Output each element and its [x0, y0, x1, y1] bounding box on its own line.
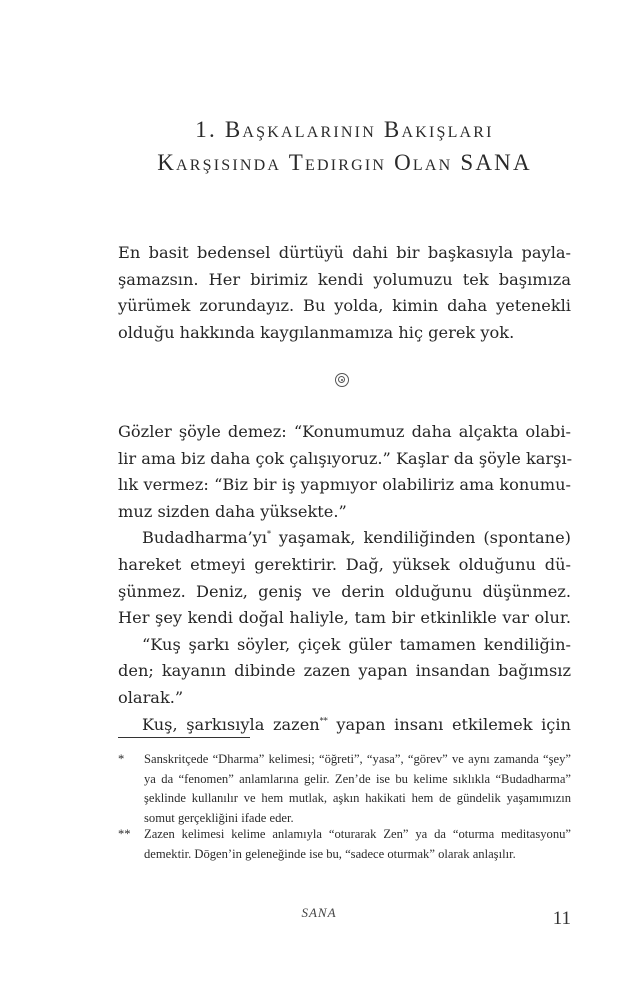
footnote-reference[interactable]: * — [266, 529, 271, 539]
section-ornament-icon — [335, 373, 349, 387]
body-line: hareket etmeyi gerektirir. Dağ, yüksek olduğunu dü- — [118, 554, 571, 574]
body-line: Her şey kendi doğal haliyle, tam bir etkinlikle var olur. — [118, 608, 571, 628]
body-line: olarak.” — [118, 687, 184, 707]
body-line: muz sizden daha yüksekte.” — [118, 501, 347, 521]
body-text-fragment: Kuş, şarkısıyla zazen — [142, 714, 320, 734]
footnote-reference[interactable]: ** — [319, 716, 328, 726]
intro-paragraph — [118, 240, 571, 346]
chapter-title-line-1: 1. Başkalarının Bakışları — [195, 117, 494, 142]
running-footer-title: SANA — [301, 905, 337, 920]
body-line-with-footnote — [118, 712, 571, 739]
page-number: 11 — [552, 908, 571, 929]
footnote-text: Zazen kelimesi kelime anlamıyla “oturarak Zen” ya da “oturma meditasyonu” demektir. Dōgen’in geleneğinde ise bu, “sadece oturmak” olarak anlaşılır. — [144, 827, 571, 861]
intro-line: En basit bedensel dürtüyü dahi bir başkasıyla payla- — [118, 243, 571, 262]
body-paragraphs — [118, 419, 571, 738]
footnote-marker: * — [118, 752, 125, 766]
body-line: şünmez. Deniz, geniş ve derin olduğunu düşünmez. — [118, 581, 571, 601]
body-text-fragment: yaşamak, kendiliğinden (spontane) — [270, 528, 571, 548]
footnote-text: Sanskritçede “Dharma” kelimesi; “öğreti”, “yasa”, “görev” ve aynı zamanda “şey” ya da “fenomen” anlamlarına gelir. Zen’de ise bu kelime sıklıkla “Budadharma” şeklinde kullanılır ve hem mutlak, aşkın hakikati hem de gündelik yaşamımızın somut gerçekliğini ifade eder. — [144, 752, 571, 825]
body-line: Gözler şöyle demez: “Konumumuz daha alçakta olabi- — [118, 422, 571, 441]
intro-line: şamazsın. Her birimiz kendi yolumuzu tek başımıza — [118, 269, 571, 289]
footnote-marker: ** — [118, 827, 131, 841]
body-line: lık vermez: “Biz bir iş yapmıyor olabiliriz ama konumu- — [118, 475, 571, 495]
footnote — [118, 750, 571, 828]
intro-line: yürümek zorundayız. Bu yolda, kimin daha yetenekli — [118, 296, 571, 316]
body-line: den; kayanın dibinde zazen yapan insandan bağımsız — [118, 661, 571, 681]
body-text-fragment: yapan insanı etkilemek için — [327, 714, 571, 734]
body-line-with-footnote — [118, 525, 571, 552]
body-line: lir ama biz daha çok çalışıyoruz.” Kaşlar da şöyle karşı- — [118, 448, 573, 468]
footnote-divider — [118, 737, 250, 738]
footnote — [118, 825, 571, 864]
chapter-title-line-2: Karşısında Tedirgin Olan SANA — [157, 150, 532, 175]
intro-line: olduğu hakkında kaygılanmamıza hiç gerek yok. — [118, 322, 515, 342]
body-line: “Kuş şarkı söyler, çiçek güler tamamen kendiliğin- — [142, 634, 571, 654]
body-text-fragment: Budadharma’yı — [142, 528, 267, 548]
